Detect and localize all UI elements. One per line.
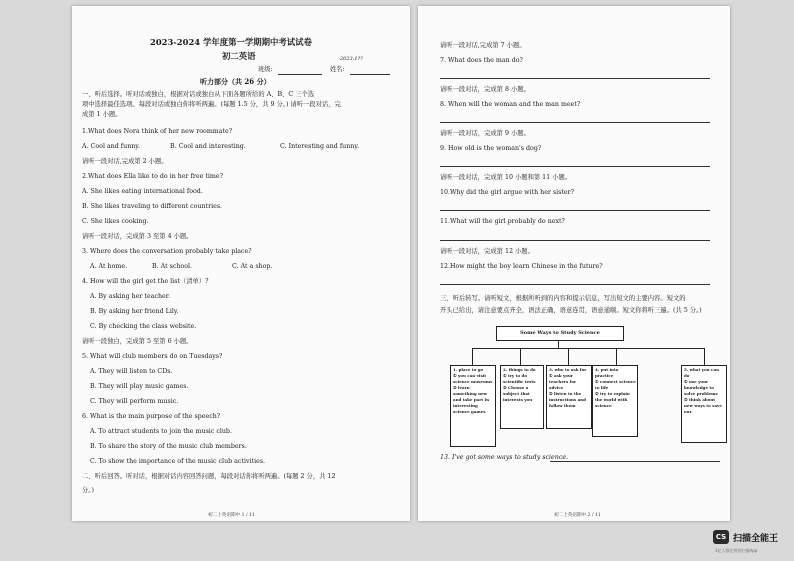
option: C. Interesting and funny.: [280, 143, 360, 150]
option: B. Cool and interesting.: [170, 143, 246, 150]
option: C. At a shop.: [232, 263, 273, 270]
diagram-box-4: [592, 365, 638, 437]
part3-instruction: 开头已给出，请注意要点齐全，语法正确，语意连贯，语意通顺。短文你将听三遍。(共 5 分。): [440, 307, 702, 314]
class-blank: [278, 74, 322, 75]
answer-line: [550, 461, 720, 462]
listening-section-title: 听力部分（共 26 分）: [200, 77, 271, 86]
box-text: 5. what you can do ① use your knowledge to solve problems ② think about new ways to save our: [684, 367, 722, 414]
instruction: 请听一段对话,完成第 2 小题。: [82, 158, 168, 165]
name-label: 姓名:: [330, 66, 345, 73]
connector: [704, 348, 705, 365]
answer-line: [440, 78, 710, 79]
exam-page-left: [72, 6, 410, 521]
part3-instruction: 三、听后转写。请听短文，根据所听到的内容和提示信息，写出短文的主要内容。短文的: [440, 295, 686, 302]
camscanner-logo-icon: CS: [713, 530, 729, 544]
question-12: 12.How might the boy learn Chinese in the future?: [440, 263, 603, 270]
option: B. To share the story of the music club members.: [90, 443, 247, 450]
connector: [558, 340, 559, 348]
answer-line: [440, 240, 710, 241]
option: A. They will listen to CDs.: [90, 368, 173, 375]
diagram-title: Some Ways to Study Science: [520, 330, 600, 336]
instruction: 请听一段独白，完成第 5 至第 6 小题。: [82, 338, 193, 345]
page-footer: 初二上英语期中 2 / 11: [554, 513, 601, 518]
instruction: 请听一段对话，完成第 8 小题。: [440, 86, 530, 93]
connector: [472, 348, 473, 365]
question-6: 6. What is the main purpose of the speech?: [82, 413, 221, 420]
diagram-title-box: [496, 326, 624, 341]
subject-title: 初二英语: [222, 51, 256, 61]
handwritten-date: 2023.1??: [340, 56, 363, 62]
answer-line: [440, 284, 710, 285]
answer-line: [440, 122, 710, 123]
question-13: 13. I've got some ways to study science.: [440, 454, 569, 461]
instruction: 请听一段对话，完成第 9 小题。: [440, 130, 530, 137]
diagram-box-5: [681, 365, 727, 443]
option: C. By checking the class website.: [90, 323, 197, 330]
question-1: 1.What does Nora think of her new roommate?: [82, 128, 233, 135]
answer-line: [440, 166, 710, 167]
question-4: 4. How will the girl get the list（清单）?: [82, 278, 209, 285]
option: A. She likes eating international food.: [82, 188, 203, 195]
diagram-box-2: [500, 365, 544, 429]
instruction: 请听一段对话，完成第 3 至第 4 小题。: [82, 233, 193, 240]
question-8: 8. When will the woman and the man meet?: [440, 101, 581, 108]
question-3: 3. Where does the conversation probably take place?: [82, 248, 252, 255]
watermark-slogan: 3亿人都在用的扫描App: [715, 548, 758, 553]
box-text: 2. things to do ① try to do scientific tests ② Choose a subject that interests you: [503, 367, 536, 402]
option: A. To attract students to join the music club.: [90, 428, 232, 435]
part2-instruction: 二、听后回答。听对话，根据对话内容回答问题，每段对话你将听两遍。(每题 2 分，共 12: [82, 473, 336, 480]
diagram-box-1: [450, 365, 496, 447]
question-5: 5. What will club members do on Tuesdays?: [82, 353, 223, 360]
option: A. Cool and funny.: [82, 143, 141, 150]
option: A. By asking her teacher.: [90, 293, 171, 300]
option: B. At school.: [152, 263, 193, 270]
class-label: 班级:: [258, 66, 273, 73]
instruction: 请听一段对话,完成第 7 小题。: [440, 42, 526, 49]
box-text: 4. put into practice ① connect science to life ② try to explain the world with science: [595, 367, 636, 408]
page-footer: 初二上英语期中 1 / 11: [208, 513, 255, 518]
question-7: 7. What does the man do?: [440, 57, 523, 64]
question-11: 11.What will the girl probably do next?: [440, 218, 565, 225]
exam-page-right: [418, 6, 730, 521]
question-10: 10.Why did the girl argue with her sister?: [440, 189, 575, 196]
part1-instruction: 一、听后选择。听对话或独白，根据对话或独白从下面各题所给的 A、B、C 三个选: [82, 91, 315, 98]
box-text: 1. place to go ① you can visit science museums ② learn something new and take part in interesting science games: [453, 367, 493, 414]
instruction: 请听一段对话，完成第 12 小题。: [440, 248, 534, 255]
part2-instruction: 分。): [82, 487, 94, 494]
connector: [472, 348, 704, 349]
box-text: 3. who to ask for ① ask your teachers for advice ② listen to the instructions and follow them: [549, 367, 587, 408]
connector: [616, 348, 617, 365]
option: A. At home.: [90, 263, 128, 270]
question-9: 9. How old is the woman's dog?: [440, 145, 542, 152]
question-2: 2.What does Ella like to do in her free time?: [82, 173, 223, 180]
instruction: 请听一段对话，完成第 10 小题和第 11 小题。: [440, 174, 572, 181]
part1-instruction: 项中选择最佳选项。每段对话或独白你将听两遍。(每题 1.5 分，共 9 分。) 请听一段对话，完: [82, 101, 341, 108]
option: C. She likes cooking.: [82, 218, 149, 225]
watermark-name: 扫描全能王: [733, 534, 779, 544]
option: B. By asking her friend Lily.: [90, 308, 179, 315]
diagram-box-3: [546, 365, 592, 429]
part1-instruction: 成第 1 小题。: [82, 111, 122, 118]
option: C. They will perform music.: [90, 398, 179, 405]
camscanner-watermark: [713, 528, 791, 558]
connector: [520, 348, 521, 365]
option: C. To show the importance of the music club activities.: [90, 458, 266, 465]
option: B. She likes traveling to different countries.: [82, 203, 223, 210]
name-blank: [350, 74, 390, 75]
connector: [568, 348, 569, 365]
exam-title: 2023-2024 学年度第一学期期中考试试卷: [150, 37, 312, 47]
answer-line: [440, 210, 710, 211]
option: B. They will play music games.: [90, 383, 189, 390]
